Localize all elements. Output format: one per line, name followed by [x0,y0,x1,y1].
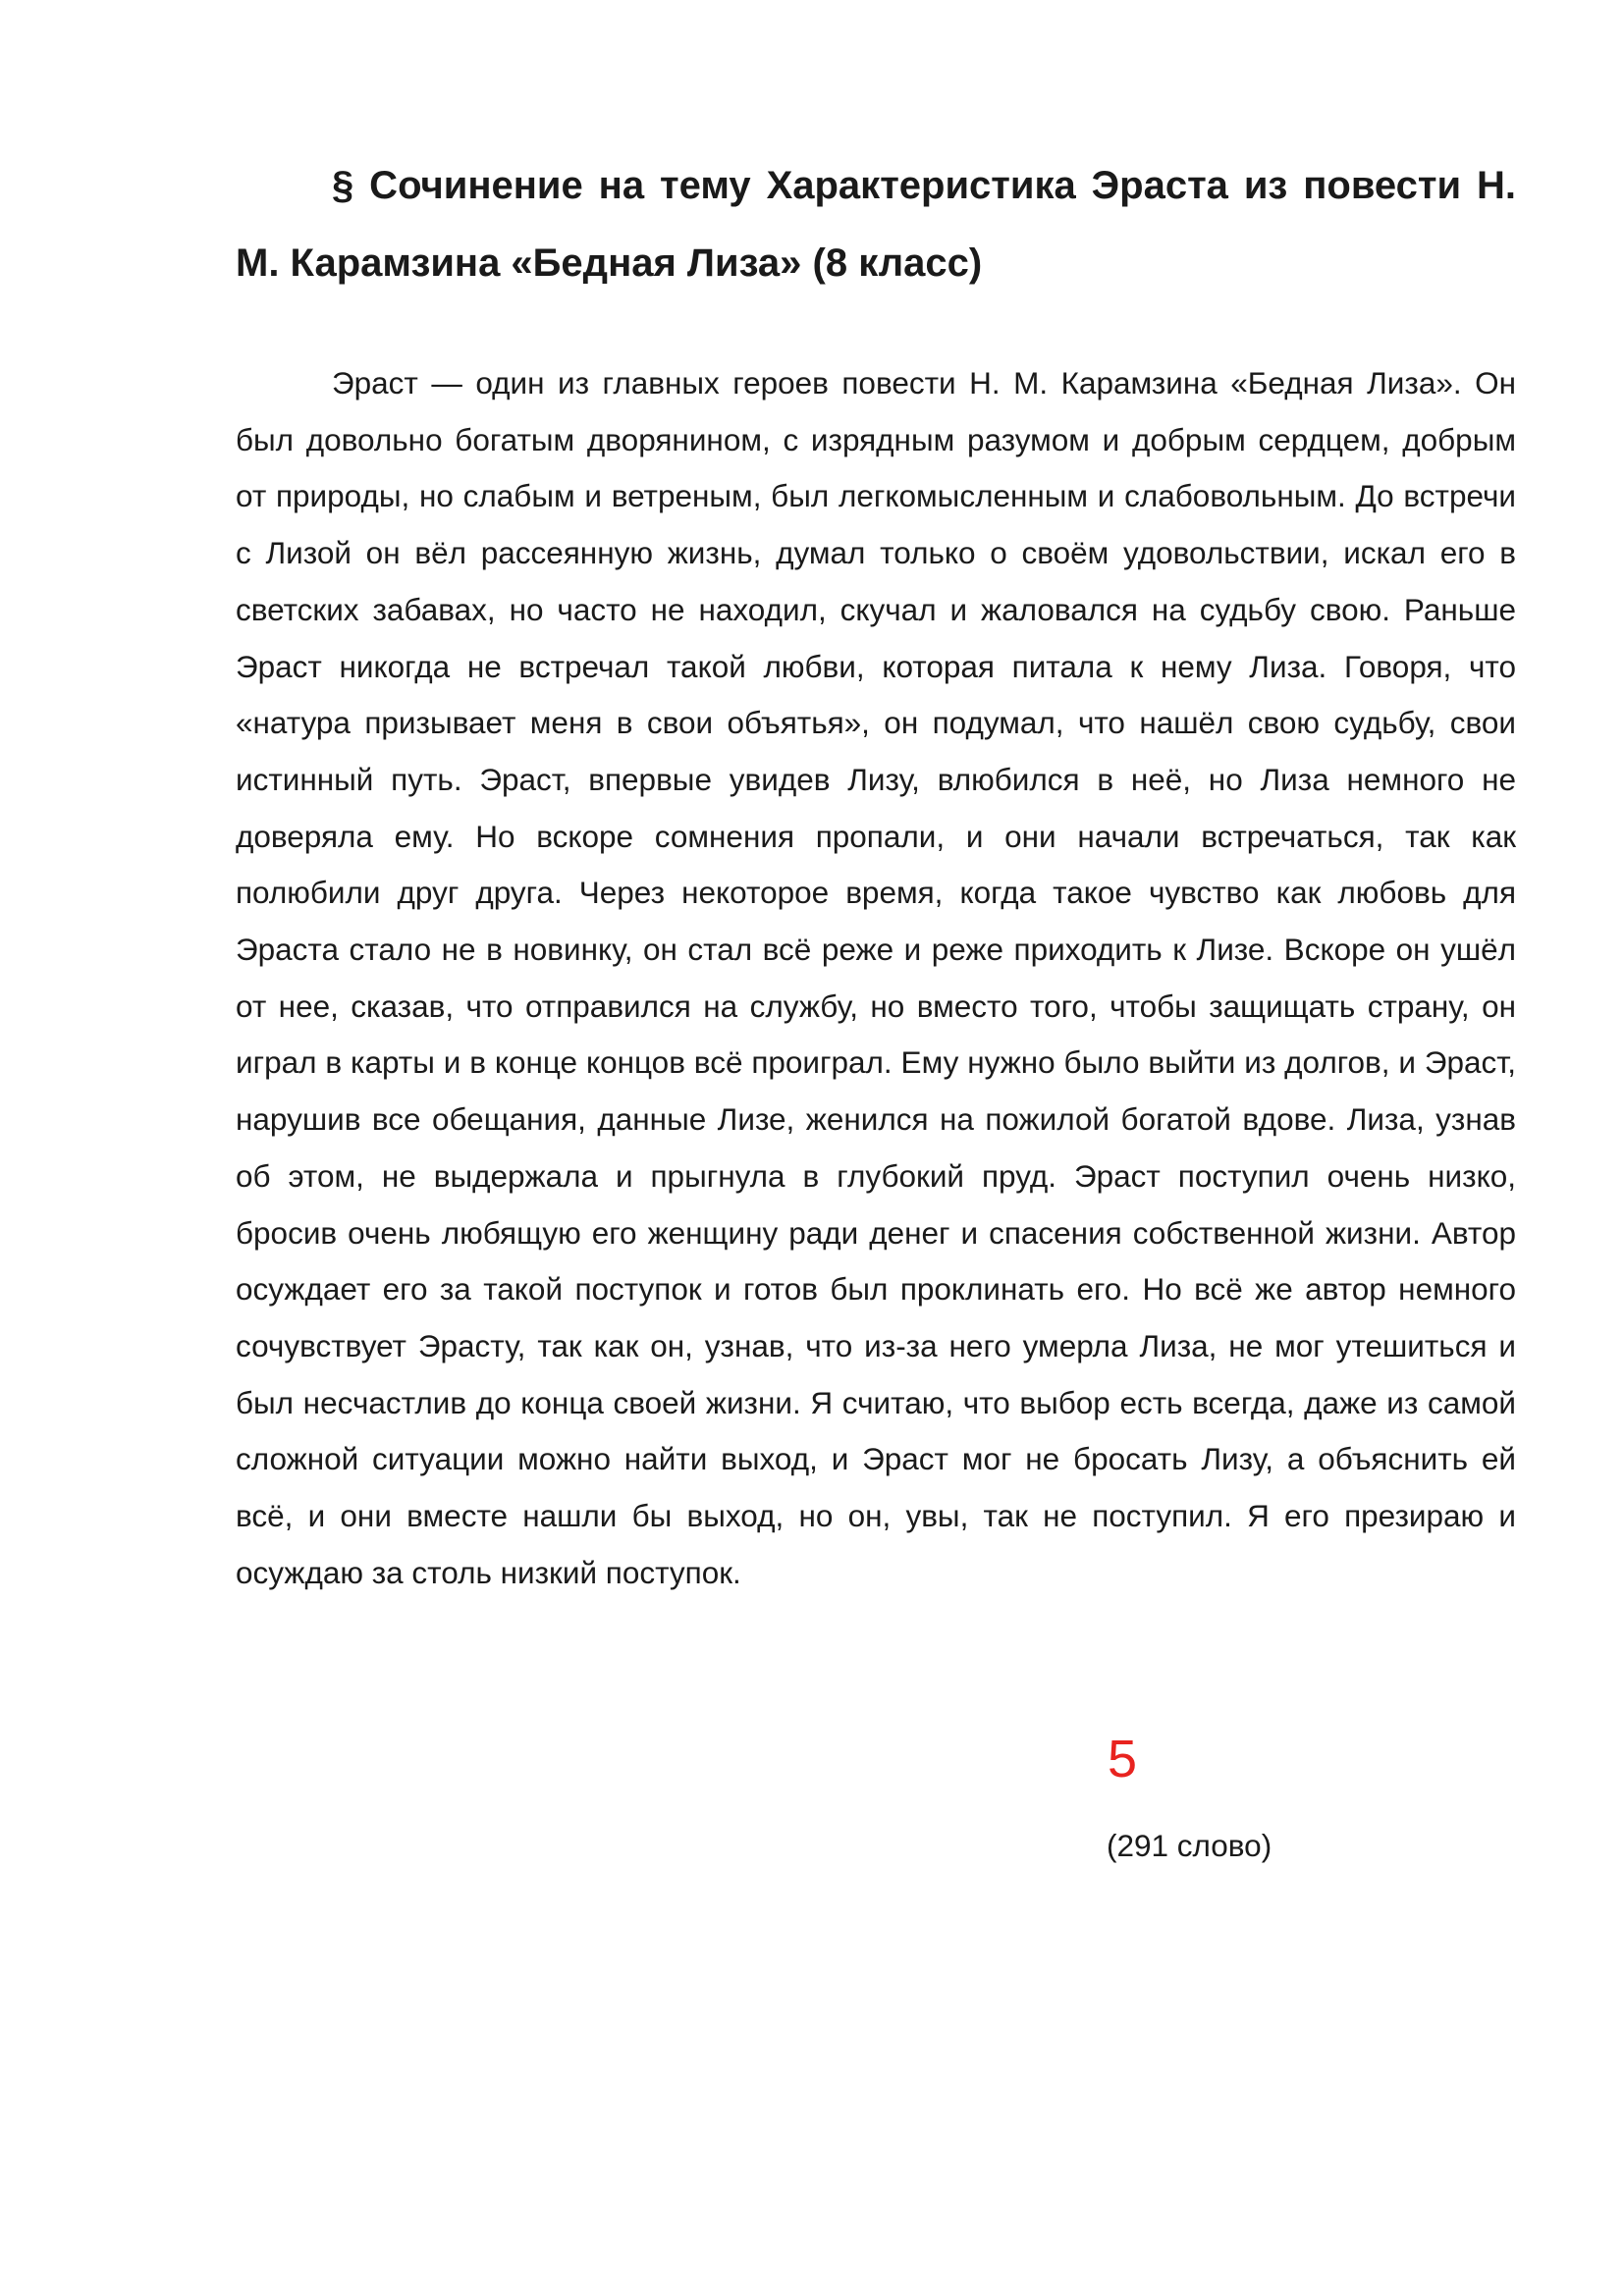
essay-title: § Сочинение на тему Характеристика Эраста из повести Н. М. Карамзина «Бедная Лиза» (8 класс) [236,164,1516,285]
essay-body: Эраст — один из главных героев повести Н. М. Карамзина «Бедная Лиза». Он был довольно богатым дворянином, с изрядным разумом и добрым сердцем, добрым от природы, но слабым и ветреным, был легкомысленным и слабовольным. До встречи с Лизой он вёл рассеянную жизнь, думал только о своём удовольствии, искал его в светских забавах, но часто не находил, скучал и жаловался на судьбу свою. Раньше Эраст никогда не встречал такой любви, которая питала к нему Лиза. Говоря, что «натура призывает меня в свои объятья», он подумал, что нашёл свою судьбу, свои истинный путь. Эраст, впервые увидев Лизу, влюбился в неё, но Лиза немного не доверяла ему. Но вскоре сомнения пропали, и они начали встречаться, так как полюбили друг друга. Через некоторое время, когда такое чувство как любовь для Эраста стало не в новинку, он стал всё реже и реже приходить к Лизе. Вскоре он ушёл от нее, сказав, что отправился на службу, но вместо того, чтобы защищать страну, он играл в карты и в конце концов всё проиграл. Ему нужно было выйти из долгов, и Эраст, нарушив все обещания, данные Лизе, женился на пожилой богатой вдове. Лиза, узнав об этом, не выдержала и прыгнула в глубокий пруд. Эраст поступил очень низко, бросив очень любящую его женщину ради денег и спасения собственной жизни. Автор осуждает его за такой поступок и готов был проклинать его. Но всё же автор немного сочувствует Эрасту, так как он, узнав, что из-за него умерла Лиза, не мог утешиться и был несчастлив до конца своей жизни. Я считаю, что выбор есть всегда, даже из самой сложной ситуации можно найти выход, и Эраст мог не бросать Лизу, а объяснить ей всё, и они вместе нашли бы выход, но он, увы, так не поступил. Я его презираю и осуждаю за столь низкий поступок. [236,365,1516,1590]
grade-mark: 5 [1108,1730,1138,1789]
word-count: (291 слово) [1107,1828,1272,1863]
